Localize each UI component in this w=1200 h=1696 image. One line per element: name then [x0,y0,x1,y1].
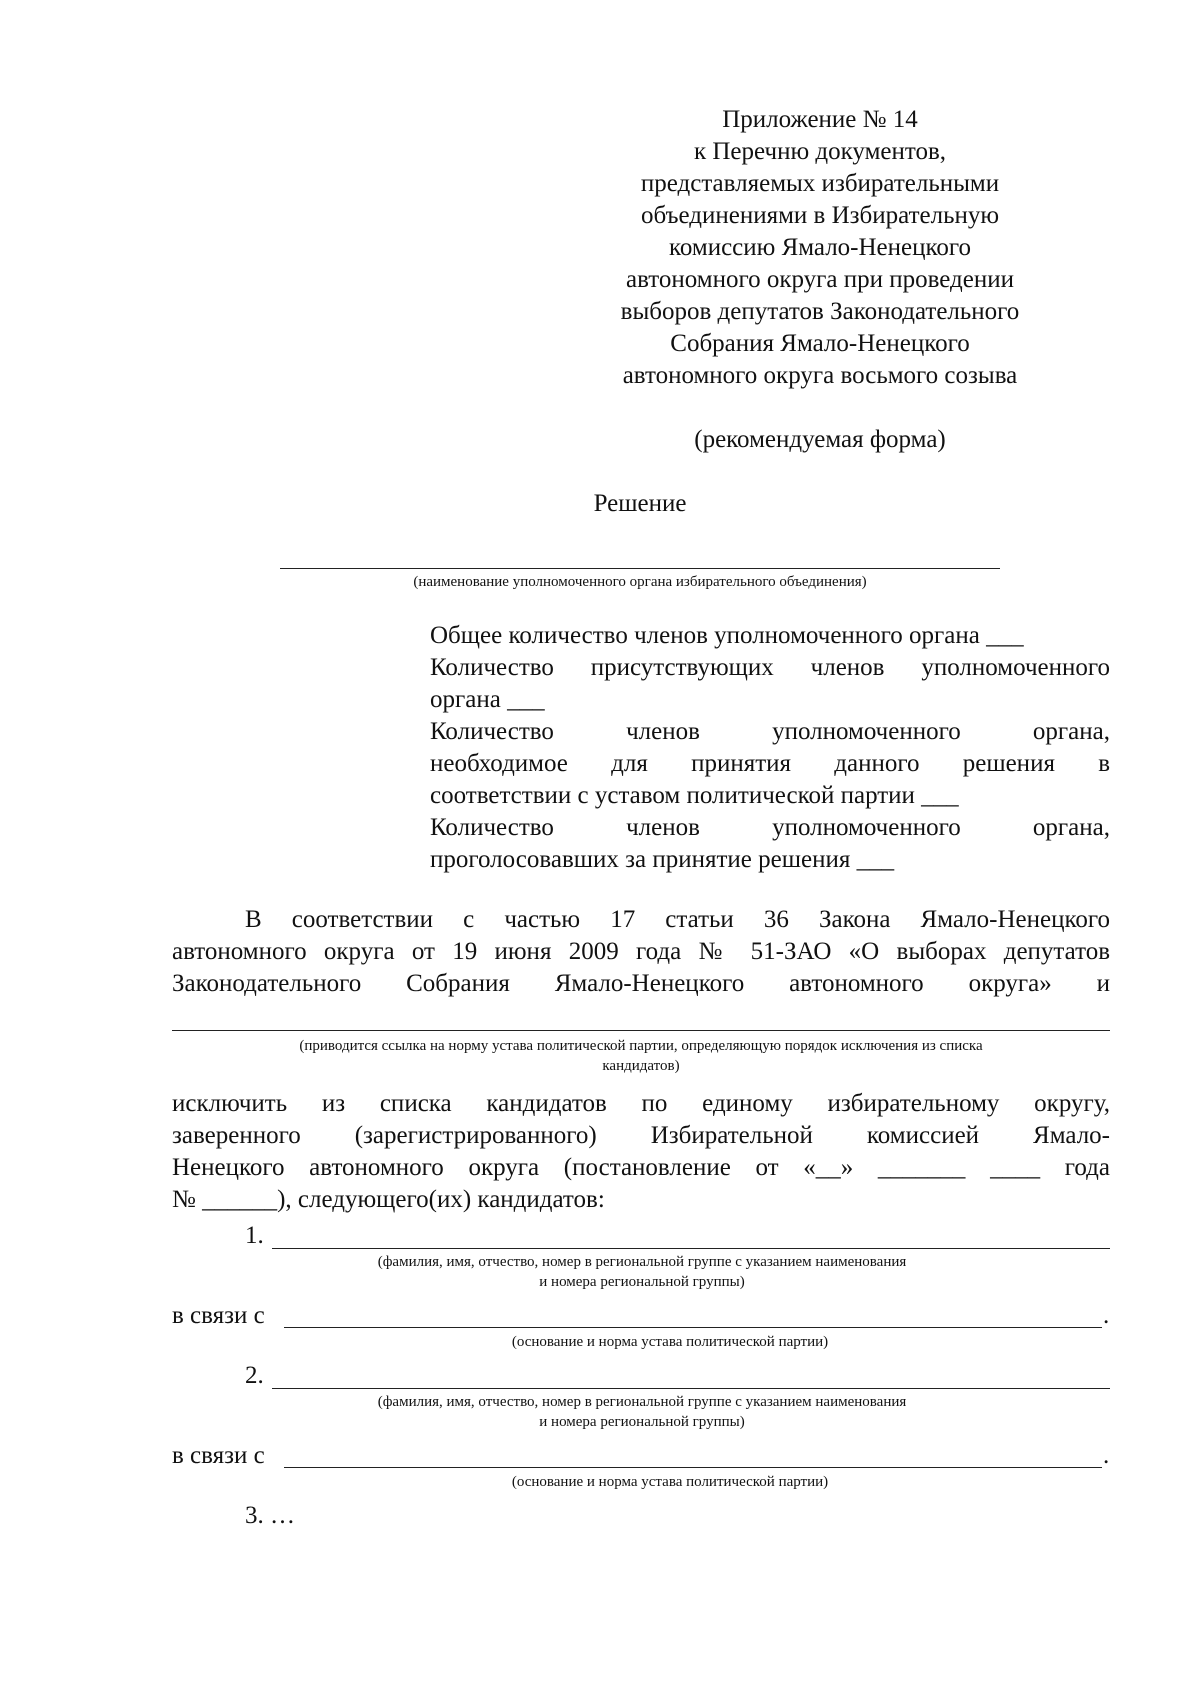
candidate-name-caption: (фамилия, имя, отчество, номер в региональной группе с указанием наименования [377,1394,907,1410]
candidate-name-blank [272,1248,1110,1249]
appendix-line: автономного округа при проведении [625,266,1015,293]
charter-caption: (приводится ссылка на норму устава политической партии, определяющую порядок исключения из списка [299,1038,983,1054]
charter-reference-blank [172,1030,1110,1031]
members-line: Количество членов уполномоченного органа, [430,718,1110,745]
members-line: проголосовавших за принятие решения ___ [430,846,895,873]
appendix-line: к Перечню документов, [693,138,947,165]
candidate-name-blank [272,1388,1110,1389]
appendix-line: объединениями в Избирательную [640,202,1000,229]
candidate-name-caption: и номера региональной группы) [539,1274,745,1290]
document-title: Решение [593,490,687,517]
paragraph-line: Ненецкого автономного округа (постановление от «__» _______ ____ года [172,1154,1110,1181]
reason-prefix: в связи с [172,1442,265,1469]
paragraph-line: Законодательного Собрания Ямало-Ненецкого автономного округа» и [172,970,1110,997]
members-line: органа ___ [430,686,545,713]
paragraph-line: исключить из списка кандидатов по единому избирательному округу, [172,1090,1110,1117]
appendix-line: представляемых избирательными [640,170,1000,197]
reason-blank [284,1327,1102,1328]
more-candidates: 3. … [245,1502,295,1529]
members-line: Количество присутствующих членов уполномоченного [430,654,1110,681]
reason-period: . [1103,1302,1110,1329]
paragraph-line: № ______), следующего(их) кандидатов: [172,1186,605,1213]
charter-caption: кандидатов) [602,1058,680,1074]
appendix-line: автономного округа восьмого созыва [622,362,1018,389]
candidate-name-caption: и номера региональной группы) [539,1414,745,1430]
members-line: необходимое для принятия данного решения в [430,750,1110,777]
reason-prefix: в связи с [172,1302,265,1329]
candidate-name-caption: (фамилия, имя, отчество, номер в региональной группе с указанием наименования [377,1254,907,1270]
organ-name-blank [280,568,1000,569]
form-note: (рекомендуемая форма) [694,426,946,453]
reason-caption: (основание и норма устава политической партии) [511,1334,829,1350]
candidate-number: 1. [245,1222,264,1249]
organ-caption: (наименование уполномоченного органа избирательного объединения) [413,574,867,590]
reason-period: . [1103,1442,1110,1469]
candidate-number: 2. [245,1362,264,1389]
paragraph-line: заверенного (зарегистрированного) Избирательной комиссией Ямало- [172,1122,1110,1149]
appendix-line: комиссию Ямало-Ненецкого [668,234,972,261]
appendix-line: Приложение № 14 [722,106,918,133]
appendix-line: выборов депутатов Законодательного [620,298,1020,325]
members-line: Количество членов уполномоченного органа, [430,814,1110,841]
paragraph-line: автономного округа от 19 июня 2009 года № 51-ЗАО «О выборах депутатов [172,938,1110,965]
paragraph-line: В соответствии с частью 17 статьи 36 Закона Ямало-Ненецкого [245,906,1110,933]
appendix-line: Собрания Ямало-Ненецкого [670,330,970,357]
members-line: Общее количество членов уполномоченного органа ___ [430,622,1024,649]
members-line: соответствии с уставом политической партии ___ [430,782,959,809]
reason-blank [284,1467,1102,1468]
reason-caption: (основание и норма устава политической партии) [511,1474,829,1490]
